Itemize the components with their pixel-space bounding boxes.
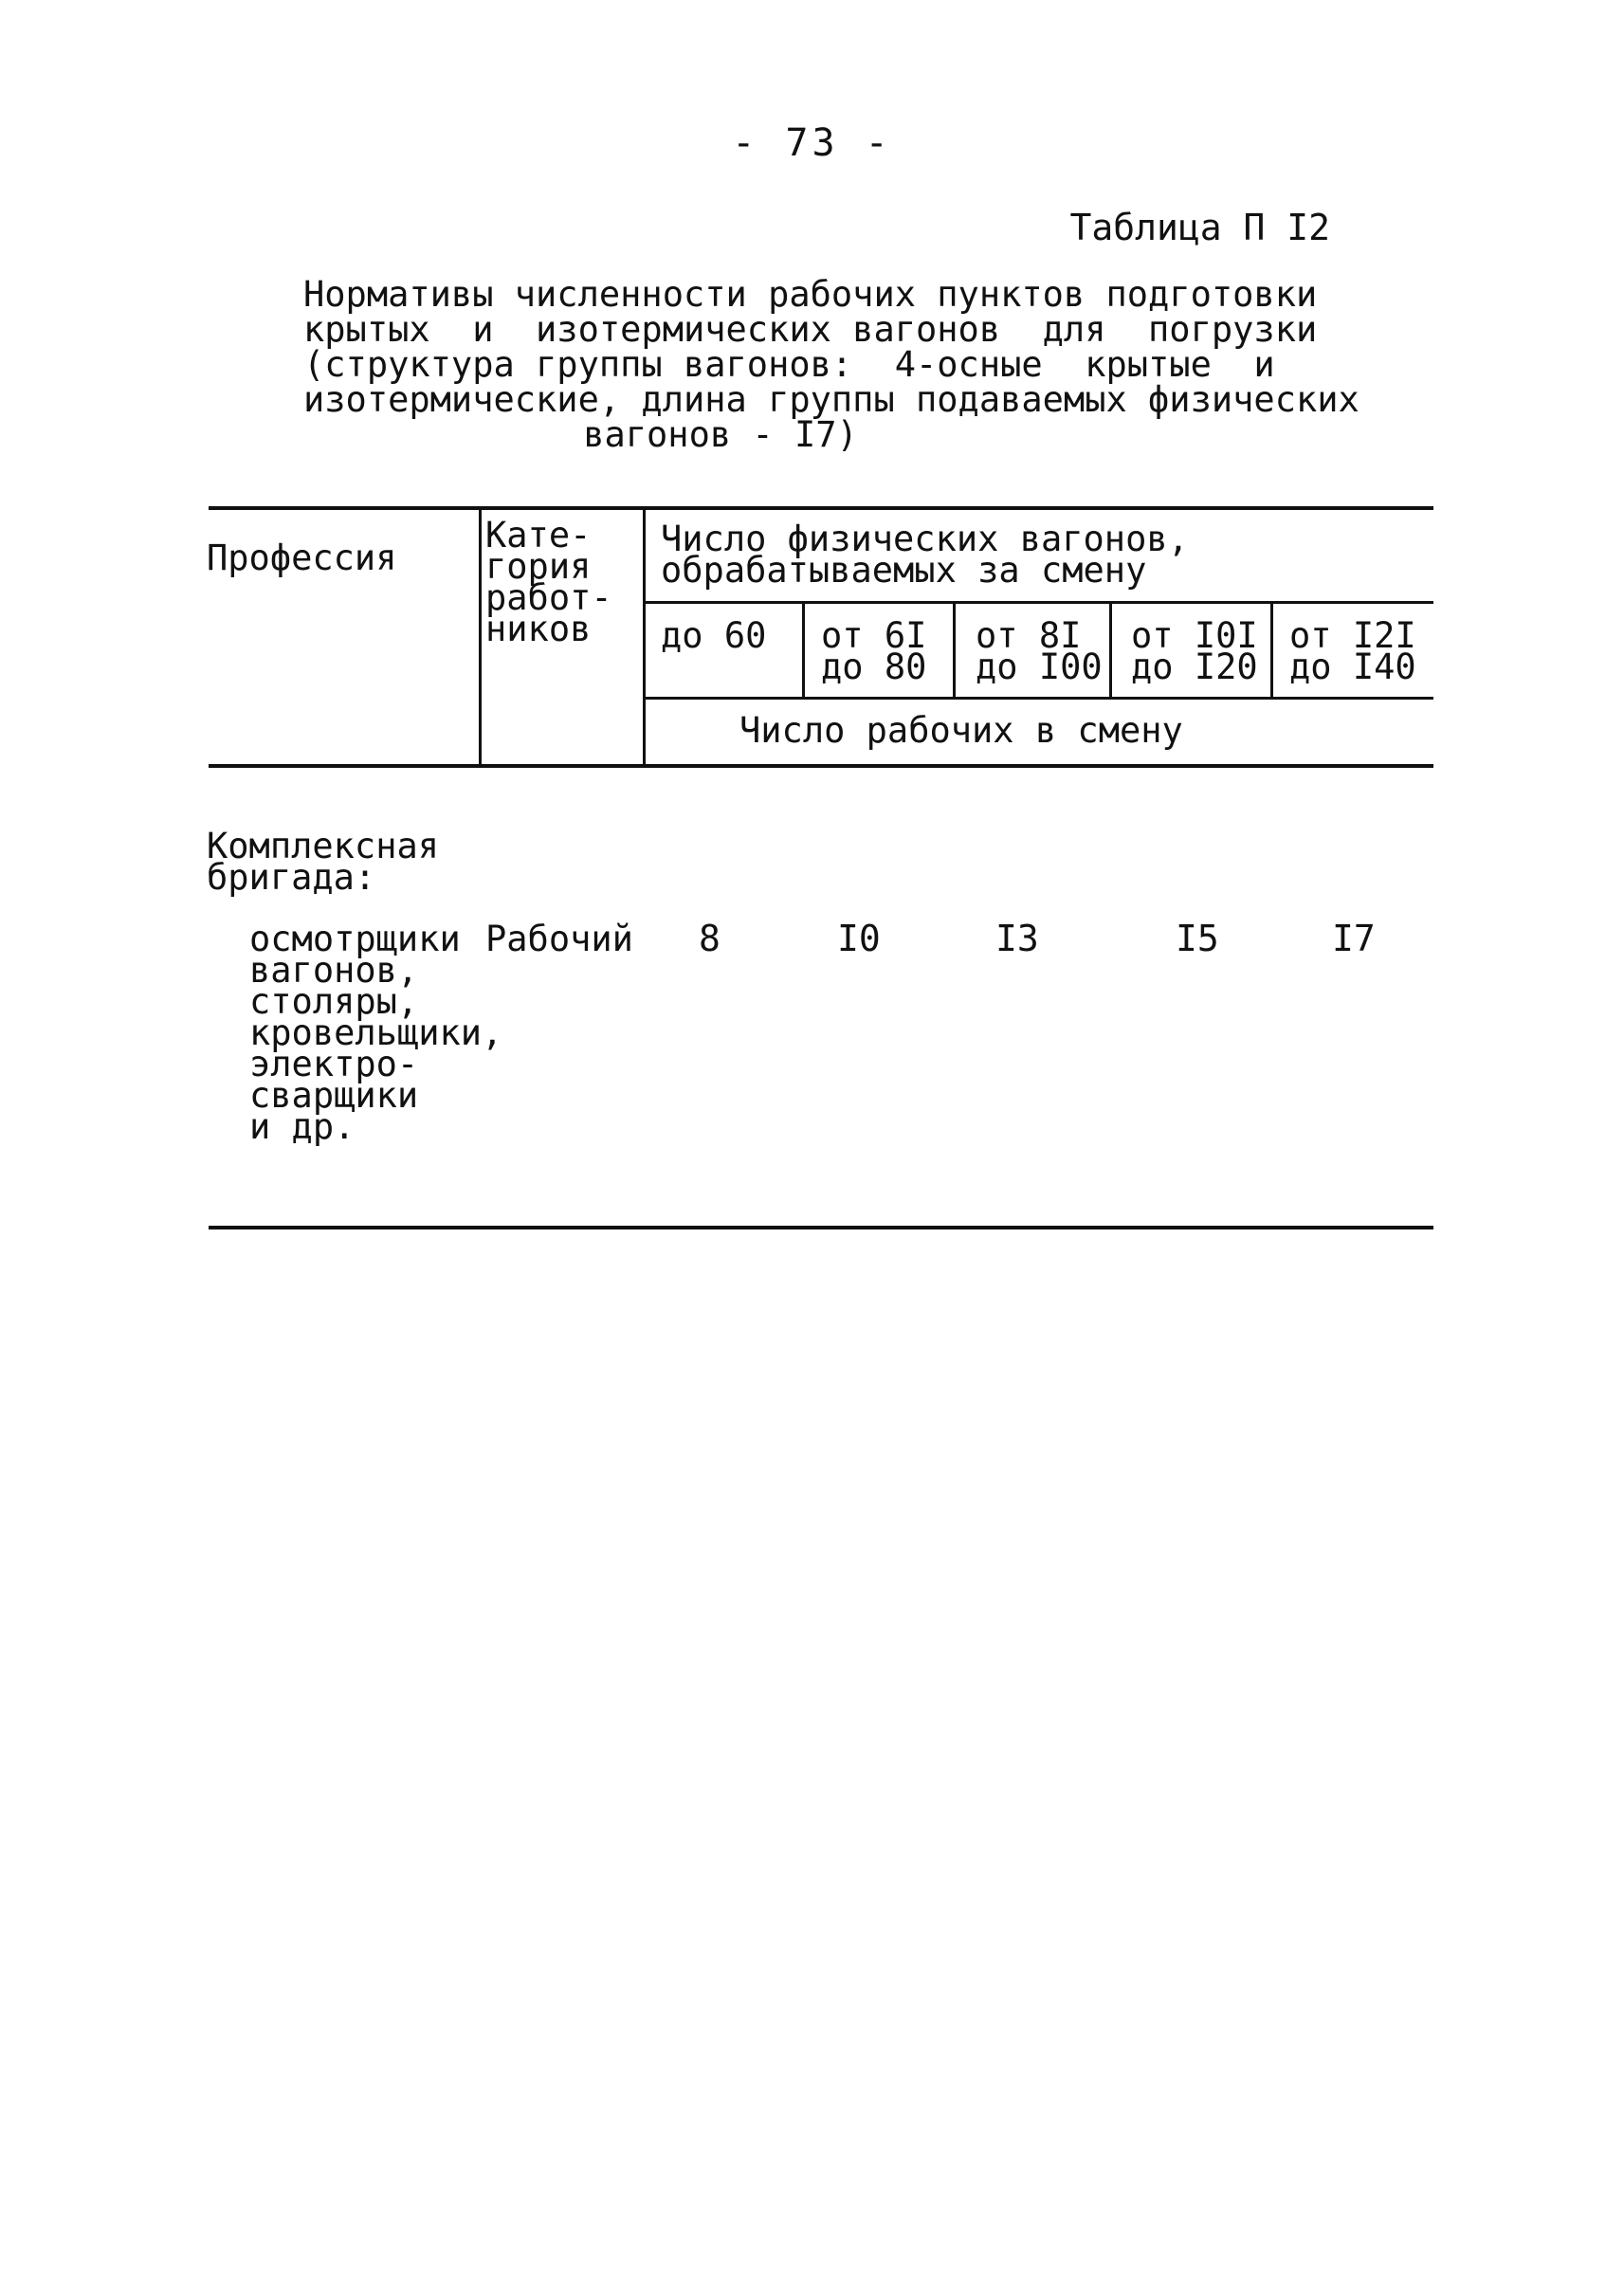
col-divider-range-3 (1109, 603, 1112, 698)
group-label: Комплексная бригада: (207, 826, 440, 898)
ranges-top-rule (643, 601, 1433, 604)
header-range-2: от 6I до 80 (821, 615, 927, 687)
table-bottom-rule (209, 1226, 1433, 1229)
title-line-5: вагонов - I7) (583, 414, 858, 455)
row-value-3: I3 (995, 918, 1039, 959)
header-range-5: от I2I до I40 (1289, 615, 1416, 687)
header-profession: Профессия (207, 537, 397, 578)
row-value-1: 8 (699, 918, 721, 959)
header-wagons-group: Число физических вагонов, обрабатываемых за смену (661, 519, 1189, 591)
table-top-rule (209, 506, 1433, 510)
row-value-4: I5 (1176, 918, 1219, 959)
title-line-3: (структура группы вагонов: 4-осные крытые и (303, 344, 1275, 385)
row-value-2: I0 (837, 918, 881, 959)
row-profession: осмотрщики вагонов, столяры, кровельщики, электро- сварщики и др. (249, 919, 503, 1147)
col-divider-range-4 (1270, 603, 1273, 698)
col-divider-range-2 (953, 603, 956, 698)
header-category: Кате- гория работ- ников (485, 515, 612, 649)
row-category: Рабочий (485, 919, 633, 959)
header-bottom-rule (209, 764, 1433, 768)
ranges-bottom-rule (643, 697, 1433, 700)
title-line-4: изотермические, длина группы подаваемых физических (303, 379, 1359, 420)
col-divider-range-1 (802, 603, 805, 698)
title-line-1: Нормативы численности рабочих пунктов подготовки (303, 274, 1318, 315)
title-line-2: крытых и изотермических вагонов для погрузки (303, 309, 1318, 350)
row-value-5: I7 (1332, 918, 1376, 959)
header-range-1: до 60 (661, 615, 767, 656)
header-range-3: от 8I до I00 (976, 615, 1103, 687)
page-number: - 73 - (732, 121, 892, 165)
col-divider-category (643, 510, 646, 764)
header-range-4: от I0I до I20 (1131, 615, 1258, 687)
table-label: Таблица П I2 (1069, 207, 1330, 248)
table-title (303, 274, 1359, 455)
col-divider-profession (479, 510, 482, 764)
header-workers-per-shift: Число рабочих в смену (739, 710, 1183, 751)
